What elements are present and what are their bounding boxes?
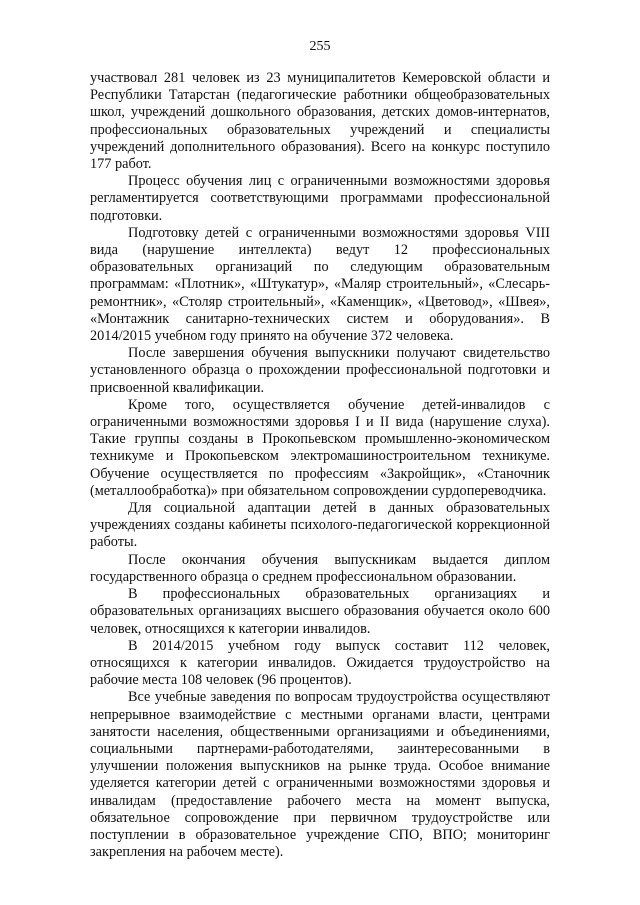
paragraph: Все учебные заведения по вопросам трудоустройства осуществляют непрерывное взаимодействие с местными органами власти, центрами занятости населения, общественными организациями и объединениями, социальными партнерами-работодателями, заинтересованными в улучшении положения выпускников на рынке труда. Особое внимание уделяется категории детей с ограниченными возможностями здоровья и инвалидам (предоставление рабочего места на момент выпуска, обязательное сопровождение при первичном трудоустройстве или поступлении в образовательное учреждение СПО, ВПО; мониторинг закрепления на рабочем месте). xyxy=(90,689,550,861)
page-body xyxy=(90,70,550,861)
page-number: 255 xyxy=(309,39,331,54)
paragraph: После окончания обучения выпускникам выдается диплом государственного образца о среднем профессиональном образовании. xyxy=(90,551,550,585)
paragraph-continuation: участвовал 281 человек из 23 муниципалитетов Кемеровской области и Республики Татарстан (педагогические работники общеобразовательных школ, учреждений дошкольного образования, детских домов-интернатов, профессиональных образовательных учреждений и специалисты учреждений дополнительного образования). Всего на конкурс поступило 177 работ. xyxy=(90,70,550,173)
paragraph: Подготовку детей с ограниченными возможностями здоровья VIII вида (нарушение интеллекта) ведут 12 профессиональных образовательных организаций по следующим образовательным программам: «Плотник», «Штукатур», «Маляр строительный», «Слесарь-ремонтник», «Столяр строительный», «Каменщик», «Цветовод», «Швея», «Монтажник санитарно-технических систем и оборудования». В 2014/2015 учебном году принято на обучение 372 человека. xyxy=(90,224,550,345)
paragraph: В 2014/2015 учебном году выпуск составит 112 человек, относящихся к категории инвалидов. Ожидается трудоустройство на рабочие места 108 человек (96 процентов). xyxy=(90,637,550,689)
paragraph: В профессиональных образовательных организациях и образовательных организациях высшего образования обучается около 600 человек, относящихся к категории инвалидов. xyxy=(90,586,550,637)
paragraph: После завершения обучения выпускники получают свидетельство установленного образца о прохождении профессиональной подготовки и присвоенной квалификации. xyxy=(90,345,550,396)
paragraph: Кроме того, осуществляется обучение детей-инвалидов с ограниченными возможностями здоровья I и II вида (нарушение слуха). Такие группы созданы в Прокопьевском промышленно-экономическом техникуме и Прокопьевском электромашиностроительном техникуме. Обучение осуществляется по профессиям «Закройщик», «Станочник (металлообработка)» при обязательном сопровождении сурдопереводчика. xyxy=(90,396,550,499)
paragraph: Процесс обучения лиц с ограниченными возможностями здоровья регламентируется соответствующими программами профессиональной подготовки. xyxy=(90,173,550,224)
paragraph: Для социальной адаптации детей в данных образовательных учреждениях созданы кабинеты психолого-педагогической коррекционной работы. xyxy=(90,500,550,551)
